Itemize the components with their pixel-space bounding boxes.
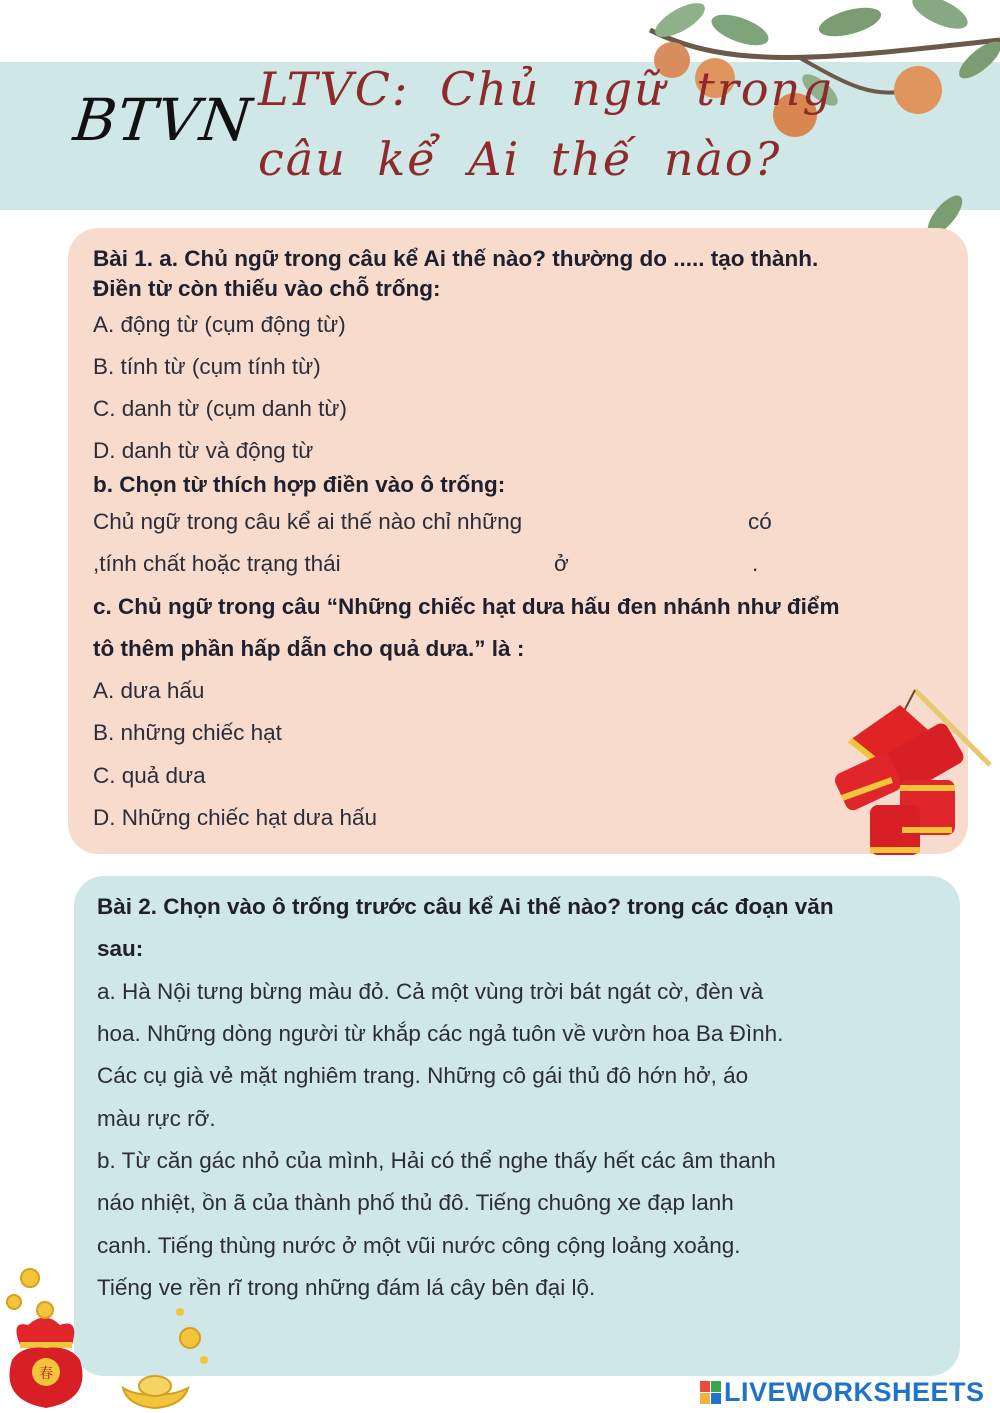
option-a-3[interactable]: C. danh từ (cụm danh từ) [93, 396, 347, 421]
fill-blank-1[interactable] [592, 509, 742, 537]
option-a-1[interactable]: A. động từ (cụm động từ) [93, 312, 346, 337]
checkbox-a3[interactable] [155, 1022, 187, 1048]
paragraph-a-line4: màu rực rỡ. [97, 1106, 216, 1131]
paragraph-b-line1: b. Từ căn gác nhỏ của mình, Hải có thể nghe thấy hết các âm thanh [97, 1148, 776, 1173]
page-title-line1: LTVC: Chủ ngữ trong [258, 62, 834, 116]
liveworksheets-logo-text: LIVEWORKSHEETS [724, 1377, 985, 1407]
fill-sentence-end: . [752, 551, 759, 576]
liveworksheets-logo [700, 1377, 985, 1408]
checkbox-b1[interactable] [122, 1149, 154, 1175]
paragraph-a-line3: Các cụ già vẻ mặt nghiêm trang. Những cô gái thủ đô hớn hở, áo [97, 1063, 749, 1088]
exercise2-question-line2: sau: [97, 936, 144, 961]
fill-sentence-part2: có [748, 509, 772, 534]
tree-branch-icon [620, 0, 1000, 250]
checkbox-a2[interactable] [470, 980, 502, 1006]
firecracker-icon [830, 680, 1000, 870]
paragraph-b-line4: Tiếng ve rền rĩ trong những đám lá cây bên đại lộ. [97, 1275, 596, 1300]
page-title-line2: câu kể Ai thế nào? [258, 132, 782, 186]
exercise1-question-a: Bài 1. a. Chủ ngữ trong câu kể Ai thế nào? thường do ..... tạo thành. [93, 246, 819, 271]
paragraph-b-line2: náo nhiệt, ồn ã của thành phố thủ đô. Tiếng chuông xe đạp lanh [97, 1190, 734, 1215]
gold-ingot-icon [118, 1368, 193, 1413]
fill-sentence-part1: Chủ ngữ trong câu kể ai thế nào chỉ những [93, 509, 523, 534]
svg-text:春: 春 [39, 1366, 53, 1382]
checkbox-a4[interactable] [485, 1064, 517, 1090]
exercise1-question-c-line1: c. Chủ ngữ trong câu “Những chiếc hạt dưa hấu đen nhánh như điểm [93, 594, 840, 619]
paragraph-b-line3: canh. Tiếng thùng nước ở một vũi nước công cộng loảng xoảng. [97, 1233, 741, 1258]
exercise1-question-c-line2: tô thêm phần hấp dẫn cho quả dưa.” là : [93, 636, 525, 661]
option-c-4[interactable]: D. Những chiếc hạt dưa hấu [93, 805, 378, 830]
paragraph-a-line1: a. Hà Nội tưng bừng màu đỏ. Cả một vùng trời bát ngát cờ, đèn và [97, 979, 764, 1004]
checkbox-b2[interactable] [540, 1191, 572, 1217]
option-a-4[interactable]: D. danh từ và động từ [93, 438, 314, 463]
checkbox-a1[interactable] [125, 980, 157, 1006]
fill-sentence-part4: ở [554, 551, 569, 576]
paragraph-a-line2: hoa. Những dòng người từ khắp các ngả tuôn về vườn hoa Ba Đình. [97, 1021, 784, 1046]
exercise1-question-b: b. Chọn từ thích hợp điền vào ô trống: [93, 472, 506, 497]
homework-label: BTVN [70, 86, 256, 154]
checkbox-b3[interactable] [172, 1234, 204, 1260]
exercise2-question-line1: Bài 2. Chọn vào ô trống trước câu kể Ai thế nào? trong các đoạn văn [97, 894, 834, 919]
liveworksheets-badge-icon [700, 1381, 721, 1404]
option-c-2[interactable]: B. những chiếc hạt [93, 720, 282, 745]
fill-blank-2[interactable] [392, 551, 542, 579]
option-a-2[interactable]: B. tính từ (cụm tính từ) [93, 354, 321, 379]
fill-blank-3[interactable] [578, 551, 738, 579]
fill-sentence-part3: ,tính chất hoặc trạng thái [93, 551, 341, 576]
option-c-3[interactable]: C. quả dưa [93, 763, 206, 788]
exercise1-question-a-instruction: Điền từ còn thiếu vào chỗ trống: [93, 276, 441, 301]
option-c-1[interactable]: A. dưa hấu [93, 678, 205, 703]
